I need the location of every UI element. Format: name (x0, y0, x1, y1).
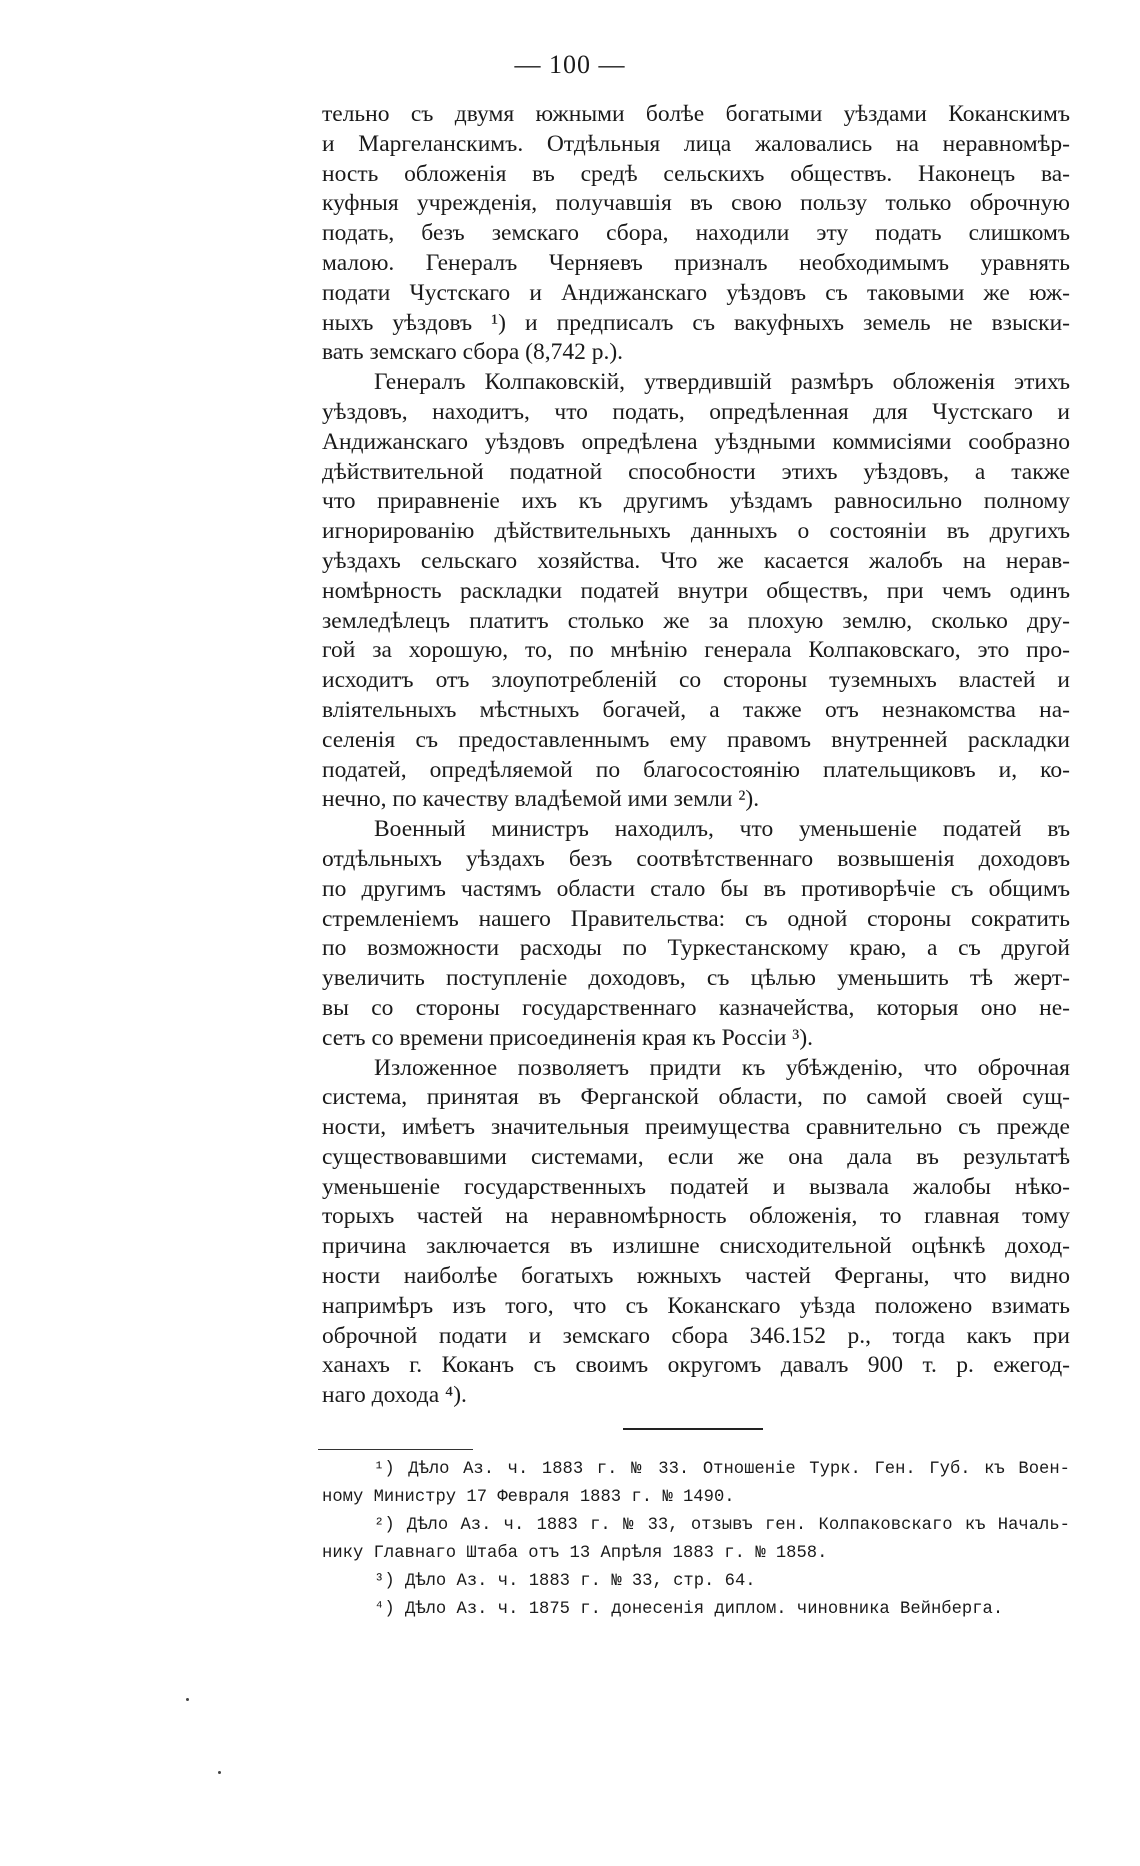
text-line: куфныя учрежденія, получавшія въ свою пользу только оброчную (322, 190, 1070, 217)
footnote-line: ³) Дѣло Аз. ч. 1883 г. № 33, стр. 64. (374, 1572, 756, 1591)
text-line: Андижанскаго уѣздовъ опредѣлена уѣздными коммисіями сообразно (322, 428, 1070, 455)
text-line: уменьшеніе государственныхъ податей и вызвала жалобы нѣко- (322, 1173, 1070, 1200)
text-line: исходитъ отъ злоупотребленій со стороны туземныхъ властей и (322, 667, 1070, 694)
text-line: Изложенное позволяетъ придти къ убѣжденію, что оброчная (374, 1054, 1070, 1081)
text-line: подать, безъ земскаго сбора, находили эту подать слишкомъ (322, 220, 1070, 247)
text-line: напримѣръ изъ того, что съ Коканскаго уѣзда положено взимать (322, 1292, 1070, 1319)
text-line: игнорированію дѣйствительныхъ данныхъ о состояніи въ другихъ (322, 518, 1070, 545)
text-line: увеличить поступленіе доходовъ, съ цѣлью уменьшить тѣ жерт- (322, 965, 1070, 992)
text-line: ныхъ уѣздовъ ¹) и предписалъ съ вакуфныхъ земель не взыски- (322, 309, 1070, 336)
footnote-rule (318, 1449, 473, 1450)
text-line: наго дохода ⁴). (322, 1382, 467, 1409)
text-line: система, принятая въ Ферганской области, по самой своей сущ- (322, 1084, 1070, 1111)
text-line: уѣздовъ, находитъ, что подать, опредѣленная для Чустскаго и (322, 398, 1070, 425)
text-line: Военный министръ находилъ, что уменьшеніе податей въ (374, 816, 1070, 843)
text-line: по возможности расходы по Туркестанскому краю, а съ другой (322, 935, 1070, 962)
text-line: уѣздахъ сельскаго хозяйства. Что же касается жалобъ на нерав- (322, 547, 1070, 574)
page-number: — 100 — (514, 50, 626, 79)
text-line: существовавшими системами, если же она дала въ результатѣ (322, 1143, 1070, 1170)
footnotes (322, 1456, 1070, 1624)
text-line: и Маргеланскимъ. Отдѣльныя лица жаловались на неравномѣр- (322, 130, 1070, 157)
body-text (322, 100, 1070, 1411)
text-line: ность обложенія въ средѣ сельскихъ обществъ. Наконецъ ва- (322, 160, 1070, 187)
text-line: сетъ со времени присоединенія края къ Россіи ³). (322, 1024, 814, 1051)
text-line: ности, имѣетъ значительныя преимущества сравнительно съ прежде (322, 1114, 1070, 1141)
footnote-line: ²) Дѣло Аз. ч. 1883 г. № 33, отзывъ ген. Колпаковскаго къ Началь- (374, 1516, 1070, 1535)
text-line: податей, опредѣляемой по благосостоянію плательщиковъ и, ко- (322, 756, 1070, 783)
text-line: торыхъ частей на неравномѣрность обложенія, то главная тому (322, 1203, 1070, 1230)
text-line: ханахъ г. Коканъ съ своимъ округомъ давалъ 900 т. р. ежегод- (322, 1352, 1070, 1379)
footnote-line: ному Министру 17 Февраля 1883 г. № 1490. (322, 1488, 735, 1507)
text-line: дѣйствительной податной способности этихъ уѣздовъ, а также (322, 458, 1070, 485)
text-line: по другимъ частямъ области стало бы въ противорѣчіе съ общимъ (322, 875, 1070, 902)
text-line: вліятельныхъ мѣстныхъ богачей, а также отъ незнакомства на- (322, 696, 1070, 723)
text-line: стремленіемъ нашего Правительства: съ одной стороны сократить (322, 905, 1070, 932)
text-line: что приравненіе ихъ къ другимъ уѣздамъ равносильно полному (322, 488, 1070, 515)
text-line: вы со стороны государственнаго казначейства, которыя оно не- (322, 994, 1070, 1021)
footnote-line: нику Главнаго Штаба отъ 13 Апрѣля 1883 г. № 1858. (322, 1544, 828, 1563)
text-line: подати Чустскаго и Андижанскаго уѣздовъ съ таковыми же юж- (322, 279, 1070, 306)
text-line: селенія съ предоставленнымъ ему правомъ внутренней раскладки (322, 726, 1070, 753)
text-line: причина заключается въ излишне снисходительной оцѣнкѣ доход- (322, 1233, 1070, 1260)
text-line: вать земскаго сбора (8,742 р.). (322, 339, 624, 366)
text-line: отдѣльныхъ уѣздахъ безъ соотвѣтственнаго возвышенія доходовъ (322, 845, 1070, 872)
paper-speck (218, 1771, 221, 1774)
text-line: земледѣлецъ платитъ столько же за плохую землю, сколько дру- (322, 607, 1070, 634)
text-line: ности наиболѣе богатыхъ южныхъ частей Ферганы, что видно (322, 1263, 1070, 1290)
text-line: нечно, по качеству владѣемой ими земли ²). (322, 786, 760, 813)
footnote-line: ⁴) Дѣло Аз. ч. 1875 г. донесенія диплом. чиновника Вейнберга. (374, 1600, 1004, 1619)
paper-speck (186, 1698, 189, 1701)
text-line: Генералъ Колпаковскій, утвердившій размѣръ обложенія этихъ (374, 369, 1070, 396)
text-line: тельно съ двумя южными болѣе богатыми уѣздами Коканскимъ (322, 101, 1070, 127)
text-line: оброчной подати и земскаго сбора 346.152 р., тогда какъ при (322, 1322, 1070, 1349)
section-separator (623, 1428, 763, 1430)
footnote-line: ¹) Дѣло Аз. ч. 1883 г. № 33. Отношеніе Турк. Ген. Губ. къ Воен- (374, 1460, 1070, 1479)
text-line: номѣрность раскладки податей внутри обществъ, при чемъ одинъ (322, 577, 1070, 604)
text-line: гой за хорошую, то, по мнѣнію генерала Колпаковскаго, это про- (322, 637, 1070, 664)
text-line: малою. Генералъ Черняевъ призналъ необходимымъ уравнять (322, 249, 1070, 276)
